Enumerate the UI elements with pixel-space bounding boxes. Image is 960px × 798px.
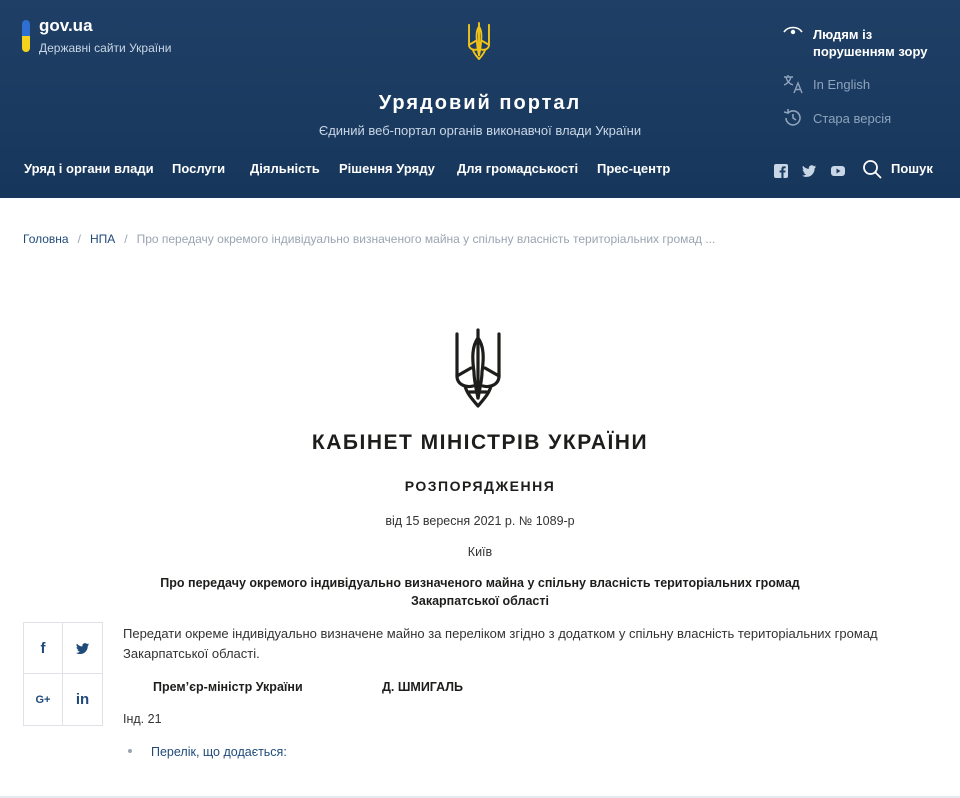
- document-heading: [160, 574, 800, 610]
- document-organization: КАБІНЕТ МІНІСТРІВ УКРАЇНИ: [311, 431, 649, 454]
- signer-name: Д. ШМИГАЛЬ: [382, 680, 464, 694]
- old-version-label: Стара версія: [813, 111, 892, 126]
- twitter-icon[interactable]: [801, 163, 817, 179]
- search-button[interactable]: Пошук: [891, 161, 933, 176]
- linkedin-icon: in: [75, 691, 90, 708]
- breadcrumb-separator: /: [124, 232, 128, 246]
- nav-item-public[interactable]: Для громадськості: [457, 161, 579, 176]
- share-google-plus-button[interactable]: [24, 674, 63, 725]
- document-type: РОЗПОРЯДЖЕННЯ: [404, 478, 556, 494]
- breadcrumb-current: Про передачу окремого індивідуально визначеного майна у спільну власність територіальних громад ...: [136, 232, 716, 246]
- youtube-icon[interactable]: [830, 163, 846, 179]
- gov-ua-subtitle[interactable]: Державні сайти України: [39, 41, 172, 55]
- nav-item-activity[interactable]: Діяльність: [250, 161, 320, 176]
- portal-subtitle: Єдиний веб-портал органів виконавчої влади України: [318, 123, 642, 138]
- signer-position: Прем’єр-міністр України: [153, 680, 303, 694]
- document-date-number: від 15 вересня 2021 р. № 1089-р: [385, 514, 575, 528]
- nav-item-services[interactable]: Послуги: [172, 161, 226, 176]
- share-linkedin-button[interactable]: [63, 674, 102, 725]
- coat-of-arms-icon: [451, 328, 505, 408]
- nav-item-decisions[interactable]: Рішення Уряду: [339, 161, 435, 176]
- facebook-icon: f: [40, 639, 46, 657]
- attachment-label[interactable]: Перелік, що додається:: [151, 745, 287, 759]
- breadcrumb-separator: /: [77, 232, 81, 246]
- breadcrumb-section[interactable]: НПА: [89, 232, 116, 246]
- nav-item-government[interactable]: Уряд і органи влади: [24, 161, 154, 176]
- flag-icon: [22, 20, 30, 52]
- trident-icon: [466, 22, 492, 60]
- low-vision-line2: порушенням зору: [813, 44, 928, 59]
- document-city: Київ: [467, 545, 493, 559]
- bullet-icon: [128, 749, 132, 753]
- gov-ua-name[interactable]: gov.ua: [39, 16, 93, 35]
- translate-icon: [783, 74, 803, 94]
- history-icon: [783, 108, 803, 128]
- site-header: [0, 0, 960, 198]
- share-twitter-button[interactable]: [63, 623, 102, 674]
- twitter-icon: [75, 641, 90, 656]
- low-vision-line1: Людям із: [813, 27, 873, 42]
- nav-item-press[interactable]: Прес-центр: [597, 161, 671, 176]
- english-label: In English: [813, 77, 871, 92]
- breadcrumb: [23, 232, 715, 246]
- document-index: Інд. 21: [123, 712, 162, 726]
- portal-title[interactable]: Урядовий портал: [378, 92, 582, 114]
- document-heading-line1: Про передачу окремого індивідуально визначеного майна у спільну власність територіальних громад: [160, 576, 800, 590]
- document-body: Передати окреме індивідуально визначене майно за переліком згідно з додатком у спільну власність територіальних громад Закарпатської області.: [123, 626, 878, 661]
- document-heading-line2: Закарпатської області: [411, 594, 549, 608]
- google-plus-icon: G+: [35, 693, 51, 706]
- search-icon[interactable]: [862, 159, 882, 179]
- facebook-icon[interactable]: [773, 163, 789, 179]
- share-facebook-button[interactable]: [24, 623, 63, 674]
- share-panel: [23, 622, 103, 726]
- eye-icon: [783, 24, 803, 44]
- breadcrumb-home[interactable]: Головна: [23, 232, 69, 246]
